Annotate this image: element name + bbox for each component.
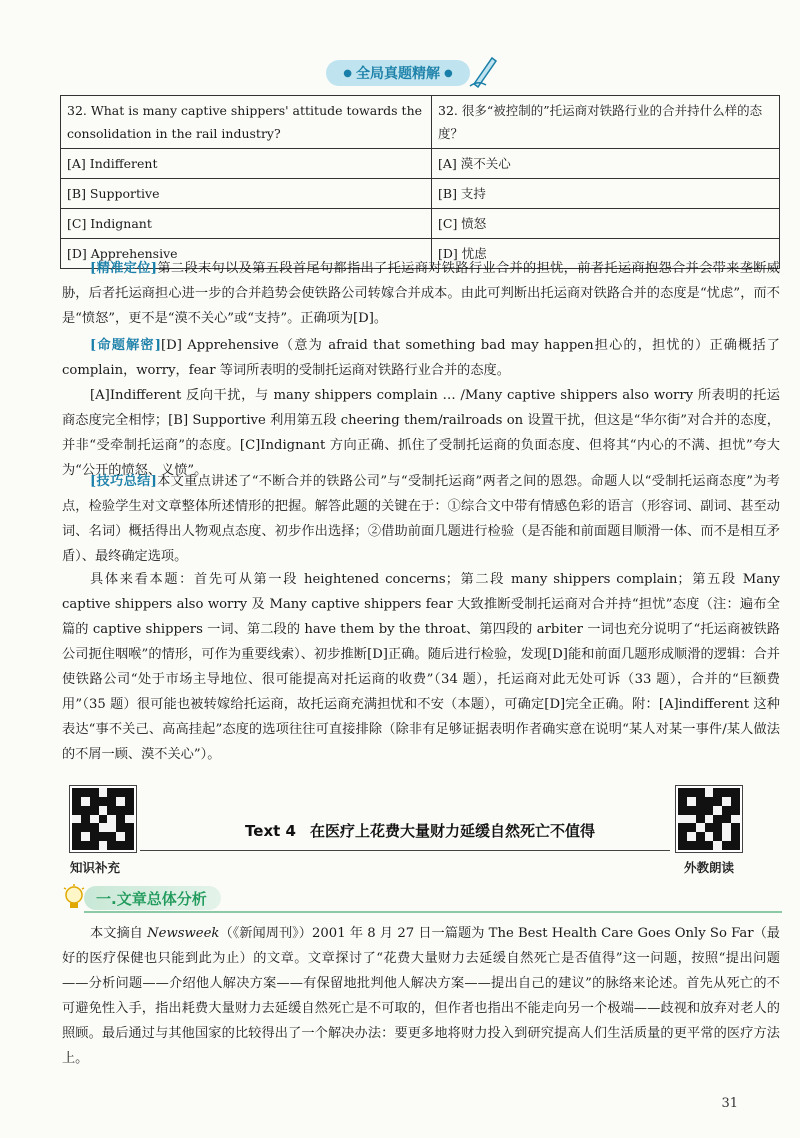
- page-number: 31: [721, 1096, 738, 1111]
- text4-rule: [140, 850, 670, 851]
- banner-title: 全局真题精解: [356, 66, 440, 82]
- decode-tag: [命题解密]: [90, 338, 161, 353]
- dot-icon: ●: [343, 67, 352, 79]
- intro-post: （《新闻周刊》）2001 年 8 月 27 日一篇题为 The Best Health Care Goes Only So Far（最好的医疗保健也只能到此为止）的文章。文章探讨了“花费大量财力去延缓自然死亡是否值得”这一问题，按照“提出问题——分析问题——介绍他人解决方案——有保留地批判他人解决方案——提出自己的建议”的脉络来论述。首先从死亡的不可避免性入手，指出耗费大量财力去延缓自然死亡是不可取的，但作者也指出不能走向另一个极端——歧视和放弃对老人的照顾。最后通过与其他国家的比较得出了一个解决办法：要更多地将财力投入到研究提高人们生活质量的更平常的医疗方法上。: [62, 926, 780, 1066]
- qr-left-label: 知识补充: [70, 860, 121, 875]
- option-d-zh: [D] 忧虑: [432, 239, 780, 269]
- decode-text: [D] Apprehensive（意为 afraid that something bad may happen担心的，担忧的）正确概括了 complain，worry，fear 等词所表明的受制托运商对铁路行业合并的态度。: [62, 338, 780, 378]
- question-stem-en: 32. What is many captive shippers' attitude towards the consolidation in the rail industry?: [61, 96, 432, 149]
- section-title: 一.文章总体分析: [84, 886, 221, 910]
- option-b-zh: [B] 支持: [432, 179, 780, 209]
- section-banner: [326, 60, 470, 86]
- option-a-en: [A] Indifferent: [61, 149, 432, 179]
- option-a-zh: [A] 漠不关心: [432, 149, 780, 179]
- option-b-en: [B] Supportive: [61, 179, 432, 209]
- option-c-en: [C] Indignant: [61, 209, 432, 239]
- section-heading: [62, 882, 782, 914]
- option-d-en: [D] Apprehensive: [61, 239, 432, 269]
- locate-text: 第二段末句以及第五段首尾句都指出了托运商对铁路行业合并的担忧，前者托运商抱怨合并会带来垄断威胁，后者托运商担心进一步的合并趋势会使铁路公司转嫁合并成本。由此可判断出托运商对铁路合并的态度是“忧虑”，而不是“愤怒”，更不是“漠不关心”或“支持”。正确项为[D]。: [62, 261, 780, 326]
- section-rule: [84, 911, 782, 913]
- option-c-zh: [C] 愤怒: [432, 209, 780, 239]
- intro-pre: 本文摘自: [90, 926, 148, 941]
- locate-paragraph: [62, 256, 780, 331]
- question-stem-zh: 32. 很多“被控制的”托运商对铁路行业的合并持什么样的态度？: [432, 96, 780, 149]
- intro-paragraph: [62, 921, 780, 1071]
- skill-text: 本文重点讲述了“不断合并的铁路公司”与“受制托运商”两者之间的恩怨。命题人以“受制托运商态度”为考点，检验学生对文章整体所述情形的把握。解答此题的关键在于：①综合文中带有情感色彩的语言（形容词、副词、甚至动词、名词）概括得出人物观点态度、初步作出选择；②借助前面几题进行检验（是否能和前面题目顺滑一体、而不是相互矛盾）、最终确定选项。: [62, 474, 780, 564]
- skill-paragraph: [62, 469, 780, 569]
- text4-number: Text 4: [245, 822, 296, 840]
- dot-icon: ●: [444, 67, 453, 79]
- text4-heading: [190, 820, 650, 841]
- question-table: [60, 95, 780, 269]
- lightbulb-icon: [62, 884, 86, 912]
- pen-icon: [468, 54, 498, 88]
- qr-code-left[interactable]: [70, 786, 136, 852]
- source-title: Newsweek: [147, 926, 220, 941]
- qr-code-right[interactable]: [676, 786, 742, 852]
- locate-tag: [精准定位]: [90, 261, 158, 276]
- detail-paragraph: 具体来看本题：首先可从第一段 heightened concerns；第二段 many shippers complain；第五段 Many captive shippers also worry 及 Many captive shippers fear 大致推断受制托运商对合并持“担忧”态度（注：遍布全篇的 captive shippers 一词、第二段的 have them by the throat、第四段的 arbiter 一词也充分说明了“托运商被铁路公司扼住咽喉”的情形，可作为重要线索）、初步推断[D]正确。随后进行检验，发现[D]能和前面几题形成顺滑的逻辑：合并使铁路公司“处于市场主导地位、很可能提高对托运商的收费”（34 题），托运商对此无处可诉（33 题），合并的“巨额费用”（35 题）很可能也被转嫁给托运商，故托运商充满担忧和不安（本题），可确定[D]完全正确。附：[A]indifferent 这种表达“事不关己、高高挂起”态度的选项往往可直接排除（除非有足够证据表明作者确实意在说明“某人对某一事件/某人做法的不屑一顾、漠不关心”）。: [62, 572, 781, 762]
- skill-tag: [技巧总结]: [90, 474, 157, 489]
- qr-right-label: 外教朗读: [684, 860, 735, 875]
- decode-paragraph: [62, 333, 780, 383]
- text4-title: 在医疗上花费大量财力延缓自然死亡不值得: [309, 822, 595, 840]
- distractor-paragraph: [A]Indifferent 反向干扰，与 many shippers complain … /Many captive shippers also worry 所表明的托运商态度完全相悖；[B] Supportive 利用第五段 cheering them/railroads on 设置干扰，但这是“华尔街”对合并的态度，并非“受牵制托运商”的态度。[C]Indignant 方向正确、抓住了受制托运商的负面态度、但将其“内心的不满、担忧”夸大为“公开的愤怒、义愤”。: [62, 388, 780, 478]
